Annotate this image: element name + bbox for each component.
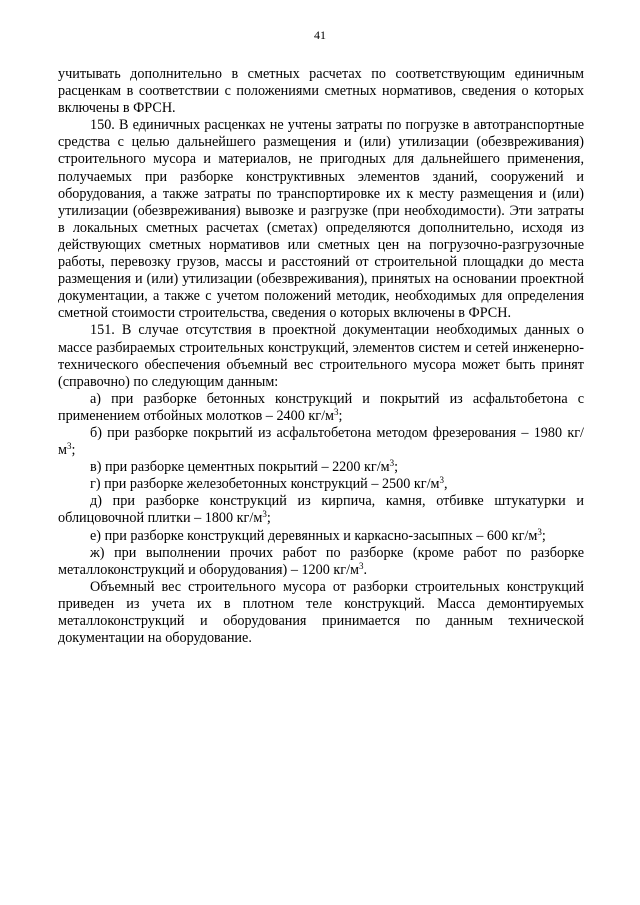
list-item-b: б) при разборке покрытий из асфальтобетона методом фрезерования – 1980 $кг/м^3$; [58, 424, 584, 459]
list-item-g: г) при разборке железобетонных конструкций – 2500 $кг/м^3$, [90, 475, 448, 493]
list-item-e: е) при разборке конструкций деревянных и каркасно-засыпных – 600 $кг/м^3$; [90, 526, 546, 544]
list-item-zh: ж) при выполнении прочих работ по разборке (кроме работ по разборке металлоконструкций и оборудования) – 1200 $кг/м^3$. [58, 544, 584, 578]
closing-paragraph: Объемный вес строительного мусора от разборки строительных конструкций приведен из учета их в плотном теле конструкций. Масса демонтируемых металлоконструкций и оборудования принимается по данным технической документации на оборудование. [58, 578, 584, 647]
page-number: 41 [314, 28, 326, 42]
list-item-d: д) при разборке конструкций из кирпича, камня, отбивке штукатурки и облицовочной плитки – 1800 $кг/м^3$; [58, 493, 584, 527]
paragraph-150: 150. В единичных расценках не учтены затраты по погрузке в автотранспортные средства с целью дальнейшего размещения и (или) утилизации (обезвреживания) строительного мусора и материалов, не пригодных для дальнейшего применения, получаемых при разборке конструктивных элементов зданий, сооружений и оборудования, а также затраты по транспортировке их к месту размещения и (или) утилизации (обезвреживания) вывозке и разгрузке (при необходимости). Эти затраты в локальных сметных расчетах (сметах) определяются дополнительно, исходя из действующих сметных нормативов или сметных цен на погрузочно-разгрузочные работы, перевозку грузов, массы и расстояний от строительной площадки до места размещения и (или) утилизации (обезвреживания), принятых на основании проектной документации, а также с учетом положений методик, необходимых для определения сметной стоимости строительства, сведения о которых включены в ФРСН. [58, 117, 584, 322]
document-body [58, 66, 584, 647]
list-item-v: в) при разборке цементных покрытий – 2200 $кг/м^3$; [90, 458, 399, 476]
list-item-a: а) при разборке бетонных конструкций и покрытий из асфальтобетона с применением отбойных молотков – 2400 $кг/м^3$; [58, 390, 584, 424]
paragraph-151: 151. В случае отсутствия в проектной документации необходимых данных о массе разбираемых строительных конструкций, элементов систем и сетей инженерно-технического обеспечения объемный вес строительного мусора может быть принят (справочно) по следующим данным: [58, 322, 584, 390]
paragraph-continuation: учитывать дополнительно в сметных расчетах по соответствующим единичным расценкам в соответствии с положениями сметных нормативов, сведения о которых включены в ФРСН. [58, 66, 584, 117]
